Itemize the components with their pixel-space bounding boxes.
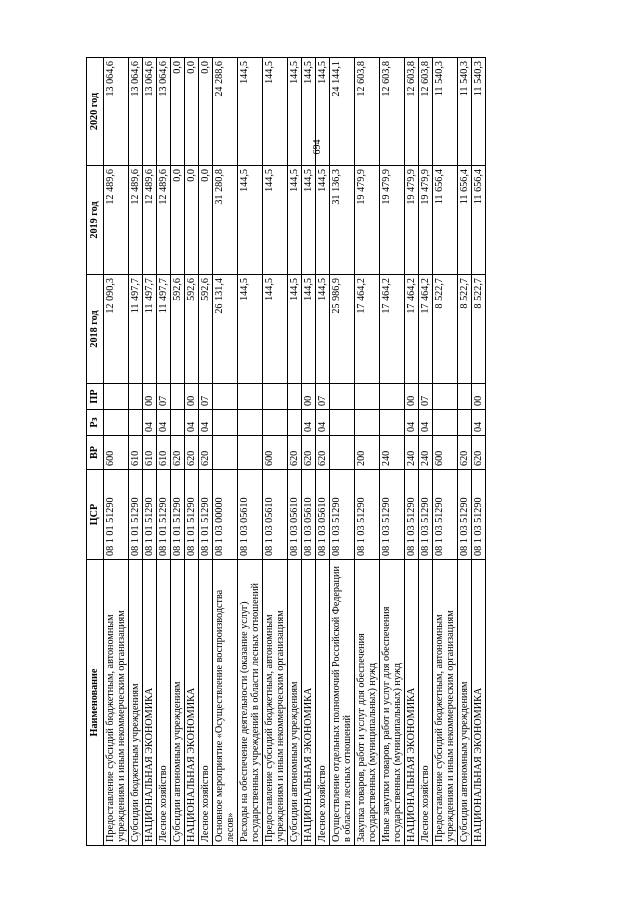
budget-table bbox=[86, 57, 486, 846]
cell-2020: 144,5 bbox=[302, 58, 316, 166]
cell-rz bbox=[288, 410, 302, 436]
cell-2020: 144,5 bbox=[238, 58, 263, 166]
table-row bbox=[238, 58, 263, 846]
cell-name: Субсидии автономным учреждениям bbox=[171, 560, 185, 846]
cell-rz: 04 bbox=[316, 410, 330, 436]
cell-vr: 620 bbox=[472, 436, 486, 470]
table-row bbox=[433, 58, 458, 846]
header-2018: 2018 год bbox=[87, 275, 104, 384]
cell-rz bbox=[104, 410, 129, 436]
cell-csr: 08 1 03 05610 bbox=[316, 470, 330, 560]
cell-vr: 620 bbox=[458, 436, 472, 470]
cell-rz bbox=[213, 410, 238, 436]
cell-name: Лесное хозяйство bbox=[157, 560, 171, 846]
cell-2018: 592,6 bbox=[185, 275, 199, 384]
cell-rz bbox=[171, 410, 185, 436]
cell-pr bbox=[380, 384, 405, 410]
table-row bbox=[458, 58, 472, 846]
cell-2018: 11 497,7 bbox=[129, 275, 143, 384]
cell-2018: 144,5 bbox=[302, 275, 316, 384]
cell-name: НАЦИОНАЛЬНАЯ ЭКОНОМИКА bbox=[405, 560, 419, 846]
cell-pr bbox=[104, 384, 129, 410]
cell-name: Лесное хозяйство bbox=[419, 560, 433, 846]
cell-2018: 8 522,7 bbox=[458, 275, 472, 384]
table-row bbox=[263, 58, 288, 846]
cell-csr: 08 1 01 51290 bbox=[143, 470, 157, 560]
cell-vr: 620 bbox=[302, 436, 316, 470]
cell-2019: 144,5 bbox=[238, 166, 263, 275]
cell-vr: 240 bbox=[380, 436, 405, 470]
cell-2019: 12 489,6 bbox=[143, 166, 157, 275]
cell-name: Предоставление субсидий бюджетным, автономным учреждениям и иным некоммерческим организациям bbox=[104, 560, 129, 846]
cell-vr: 600 bbox=[433, 436, 458, 470]
cell-vr: 620 bbox=[199, 436, 213, 470]
header-name: Наименование bbox=[87, 560, 104, 846]
cell-vr bbox=[213, 436, 238, 470]
table-row bbox=[171, 58, 185, 846]
cell-vr: 600 bbox=[263, 436, 288, 470]
cell-csr: 08 1 03 51290 bbox=[472, 470, 486, 560]
cell-2019: 19 479,9 bbox=[355, 166, 380, 275]
cell-2020: 12 603,8 bbox=[355, 58, 380, 166]
cell-pr bbox=[458, 384, 472, 410]
cell-csr: 08 1 03 00000 bbox=[213, 470, 238, 560]
cell-vr: 200 bbox=[355, 436, 380, 470]
cell-2019: 11 656,4 bbox=[458, 166, 472, 275]
rotated-table-container bbox=[86, 58, 578, 846]
cell-name: Предоставление субсидий бюджетным, автономным учреждениям и иным некоммерческим организациям bbox=[263, 560, 288, 846]
cell-2019: 31 280,8 bbox=[213, 166, 238, 275]
cell-name: НАЦИОНАЛЬНАЯ ЭКОНОМИКА bbox=[143, 560, 157, 846]
cell-2020: 13 064,6 bbox=[143, 58, 157, 166]
cell-vr: 620 bbox=[288, 436, 302, 470]
cell-vr: 240 bbox=[419, 436, 433, 470]
cell-name: НАЦИОНАЛЬНАЯ ЭКОНОМИКА bbox=[185, 560, 199, 846]
cell-2020: 11 540,3 bbox=[472, 58, 486, 166]
cell-csr: 08 1 03 05610 bbox=[263, 470, 288, 560]
cell-2020: 0,0 bbox=[171, 58, 185, 166]
cell-vr: 620 bbox=[316, 436, 330, 470]
cell-2018: 8 522,7 bbox=[472, 275, 486, 384]
cell-pr: 07 bbox=[419, 384, 433, 410]
cell-2018: 144,5 bbox=[263, 275, 288, 384]
cell-2020: 12 603,8 bbox=[419, 58, 433, 166]
cell-2019: 11 656,4 bbox=[472, 166, 486, 275]
cell-2018: 11 497,7 bbox=[143, 275, 157, 384]
cell-2018: 17 464,2 bbox=[355, 275, 380, 384]
cell-2020: 12 603,8 bbox=[380, 58, 405, 166]
cell-pr bbox=[238, 384, 263, 410]
cell-name: Расходы на обеспечение деятельности (оказание услуг) государственных учреждений в области лесных отношений bbox=[238, 560, 263, 846]
header-pr: ПР bbox=[87, 384, 104, 410]
cell-csr: 08 1 03 51290 bbox=[405, 470, 419, 560]
cell-2018: 17 464,2 bbox=[419, 275, 433, 384]
cell-vr: 620 bbox=[185, 436, 199, 470]
cell-csr: 08 1 03 51290 bbox=[433, 470, 458, 560]
cell-vr: 610 bbox=[157, 436, 171, 470]
table-row bbox=[330, 58, 355, 846]
cell-csr: 08 1 03 51290 bbox=[355, 470, 380, 560]
cell-rz bbox=[330, 410, 355, 436]
cell-pr bbox=[171, 384, 185, 410]
cell-2019: 12 489,6 bbox=[104, 166, 129, 275]
cell-2020: 13 064,6 bbox=[104, 58, 129, 166]
cell-rz bbox=[458, 410, 472, 436]
cell-csr: 08 1 01 51290 bbox=[185, 470, 199, 560]
cell-2020: 144,5 bbox=[288, 58, 302, 166]
cell-name: НАЦИОНАЛЬНАЯ ЭКОНОМИКА bbox=[302, 560, 316, 846]
table-row bbox=[302, 58, 316, 846]
cell-pr: 07 bbox=[316, 384, 330, 410]
cell-pr: 07 bbox=[199, 384, 213, 410]
cell-name: Лесное хозяйство bbox=[199, 560, 213, 846]
cell-csr: 08 1 03 51290 bbox=[458, 470, 472, 560]
cell-csr: 08 1 01 51290 bbox=[129, 470, 143, 560]
cell-csr: 08 1 03 05610 bbox=[302, 470, 316, 560]
table-row bbox=[419, 58, 433, 846]
cell-pr bbox=[129, 384, 143, 410]
table-row bbox=[157, 58, 171, 846]
cell-name: Закупка товаров, работ и услуг для обеспечения государственных (муниципальных) нужд bbox=[355, 560, 380, 846]
cell-2019: 12 489,6 bbox=[129, 166, 143, 275]
cell-2018: 12 090,3 bbox=[104, 275, 129, 384]
cell-csr: 08 1 03 05610 bbox=[238, 470, 263, 560]
table-row bbox=[129, 58, 143, 846]
cell-2019: 19 479,9 bbox=[405, 166, 419, 275]
cell-rz: 04 bbox=[472, 410, 486, 436]
cell-name: Иные закупки товаров, работ и услуг для обеспечения государственных (муниципальных) нужд bbox=[380, 560, 405, 846]
table-row bbox=[143, 58, 157, 846]
cell-name: Осуществление отдельных полномочий Российской Федерации в области лесных отношений bbox=[330, 560, 355, 846]
cell-pr bbox=[213, 384, 238, 410]
cell-2020: 11 540,3 bbox=[433, 58, 458, 166]
cell-2020: 11 540,3 bbox=[458, 58, 472, 166]
cell-rz: 04 bbox=[419, 410, 433, 436]
cell-name: Предоставление субсидий бюджетным, автономным учреждениям и иным некоммерческим организациям bbox=[433, 560, 458, 846]
cell-2019: 19 479,9 bbox=[419, 166, 433, 275]
cell-name: Субсидии бюджетным учреждениям bbox=[129, 560, 143, 846]
cell-rz bbox=[380, 410, 405, 436]
cell-2019: 19 479,9 bbox=[380, 166, 405, 275]
cell-2018: 17 464,2 bbox=[405, 275, 419, 384]
cell-pr bbox=[288, 384, 302, 410]
cell-pr: 00 bbox=[143, 384, 157, 410]
cell-vr bbox=[330, 436, 355, 470]
cell-rz: 04 bbox=[405, 410, 419, 436]
cell-2020: 0,0 bbox=[185, 58, 199, 166]
header-csr: ЦСР bbox=[87, 470, 104, 560]
cell-csr: 08 1 01 51290 bbox=[199, 470, 213, 560]
table-row bbox=[213, 58, 238, 846]
cell-rz bbox=[263, 410, 288, 436]
table-row bbox=[104, 58, 129, 846]
cell-vr: 610 bbox=[129, 436, 143, 470]
table-row bbox=[472, 58, 486, 846]
cell-2019: 144,5 bbox=[263, 166, 288, 275]
cell-rz: 04 bbox=[185, 410, 199, 436]
cell-rz: 04 bbox=[157, 410, 171, 436]
table-row bbox=[355, 58, 380, 846]
cell-2020: 144,5 bbox=[263, 58, 288, 166]
cell-rz bbox=[238, 410, 263, 436]
cell-vr: 240 bbox=[405, 436, 419, 470]
table-row bbox=[288, 58, 302, 846]
cell-2019: 144,5 bbox=[288, 166, 302, 275]
cell-pr bbox=[263, 384, 288, 410]
header-2019: 2019 год bbox=[87, 166, 104, 275]
cell-csr: 08 1 03 05610 bbox=[288, 470, 302, 560]
cell-2019: 0,0 bbox=[199, 166, 213, 275]
table-row bbox=[380, 58, 405, 846]
cell-pr: 00 bbox=[185, 384, 199, 410]
cell-csr: 08 1 03 51290 bbox=[419, 470, 433, 560]
cell-pr bbox=[355, 384, 380, 410]
page-number: 694 bbox=[312, 139, 323, 155]
cell-rz bbox=[355, 410, 380, 436]
cell-2018: 8 522,7 bbox=[433, 275, 458, 384]
cell-pr: 00 bbox=[472, 384, 486, 410]
header-rz: Рз bbox=[87, 410, 104, 436]
cell-2019: 12 489,6 bbox=[157, 166, 171, 275]
cell-csr: 08 1 03 51290 bbox=[330, 470, 355, 560]
cell-pr bbox=[330, 384, 355, 410]
cell-2020: 24 288,6 bbox=[213, 58, 238, 166]
cell-csr: 08 1 01 51290 bbox=[104, 470, 129, 560]
cell-2018: 592,6 bbox=[199, 275, 213, 384]
cell-rz: 04 bbox=[143, 410, 157, 436]
cell-vr: 610 bbox=[143, 436, 157, 470]
header-vr: ВР bbox=[87, 436, 104, 470]
table-row bbox=[185, 58, 199, 846]
cell-rz bbox=[129, 410, 143, 436]
cell-2018: 144,5 bbox=[238, 275, 263, 384]
table-row bbox=[199, 58, 213, 846]
cell-2018: 11 497,7 bbox=[157, 275, 171, 384]
table-row bbox=[316, 58, 330, 846]
cell-name: Субсидии автономным учреждениям bbox=[288, 560, 302, 846]
cell-2018: 144,5 bbox=[316, 275, 330, 384]
cell-2018: 144,5 bbox=[288, 275, 302, 384]
cell-2019: 11 656,4 bbox=[433, 166, 458, 275]
cell-2019: 0,0 bbox=[171, 166, 185, 275]
cell-name: Субсидии автономным учреждениям bbox=[458, 560, 472, 846]
cell-2018: 17 464,2 bbox=[380, 275, 405, 384]
cell-2018: 25 986,9 bbox=[330, 275, 355, 384]
cell-2018: 592,6 bbox=[171, 275, 185, 384]
cell-vr bbox=[238, 436, 263, 470]
cell-2020: 0,0 bbox=[199, 58, 213, 166]
cell-name: Основное мероприятие «Осуществление воспроизводства лесов» bbox=[213, 560, 238, 846]
cell-csr: 08 1 01 51290 bbox=[157, 470, 171, 560]
cell-rz: 04 bbox=[199, 410, 213, 436]
table-header-row bbox=[87, 58, 104, 846]
cell-csr: 08 1 03 51290 bbox=[380, 470, 405, 560]
cell-2020: 24 144,1 bbox=[330, 58, 355, 166]
cell-2019: 144,5 bbox=[302, 166, 316, 275]
cell-pr bbox=[433, 384, 458, 410]
cell-2020: 144,5 bbox=[316, 58, 330, 166]
cell-rz: 04 bbox=[302, 410, 316, 436]
cell-pr: 07 bbox=[157, 384, 171, 410]
cell-pr: 00 bbox=[405, 384, 419, 410]
cell-2020: 13 064,6 bbox=[157, 58, 171, 166]
cell-pr: 00 bbox=[302, 384, 316, 410]
cell-vr: 620 bbox=[171, 436, 185, 470]
cell-name: Лесное хозяйство bbox=[316, 560, 330, 846]
table-body bbox=[104, 58, 486, 846]
cell-name: НАЦИОНАЛЬНАЯ ЭКОНОМИКА bbox=[472, 560, 486, 846]
cell-csr: 08 1 01 51290 bbox=[171, 470, 185, 560]
cell-2020: 12 603,8 bbox=[405, 58, 419, 166]
cell-rz bbox=[433, 410, 458, 436]
cell-vr: 600 bbox=[104, 436, 129, 470]
header-2020: 2020 год bbox=[87, 58, 104, 166]
cell-2020: 13 064,6 bbox=[129, 58, 143, 166]
table-row bbox=[405, 58, 419, 846]
cell-2019: 31 136,3 bbox=[330, 166, 355, 275]
cell-2019: 0,0 bbox=[185, 166, 199, 275]
cell-2018: 26 131,4 bbox=[213, 275, 238, 384]
cell-2019: 144,5 bbox=[316, 166, 330, 275]
